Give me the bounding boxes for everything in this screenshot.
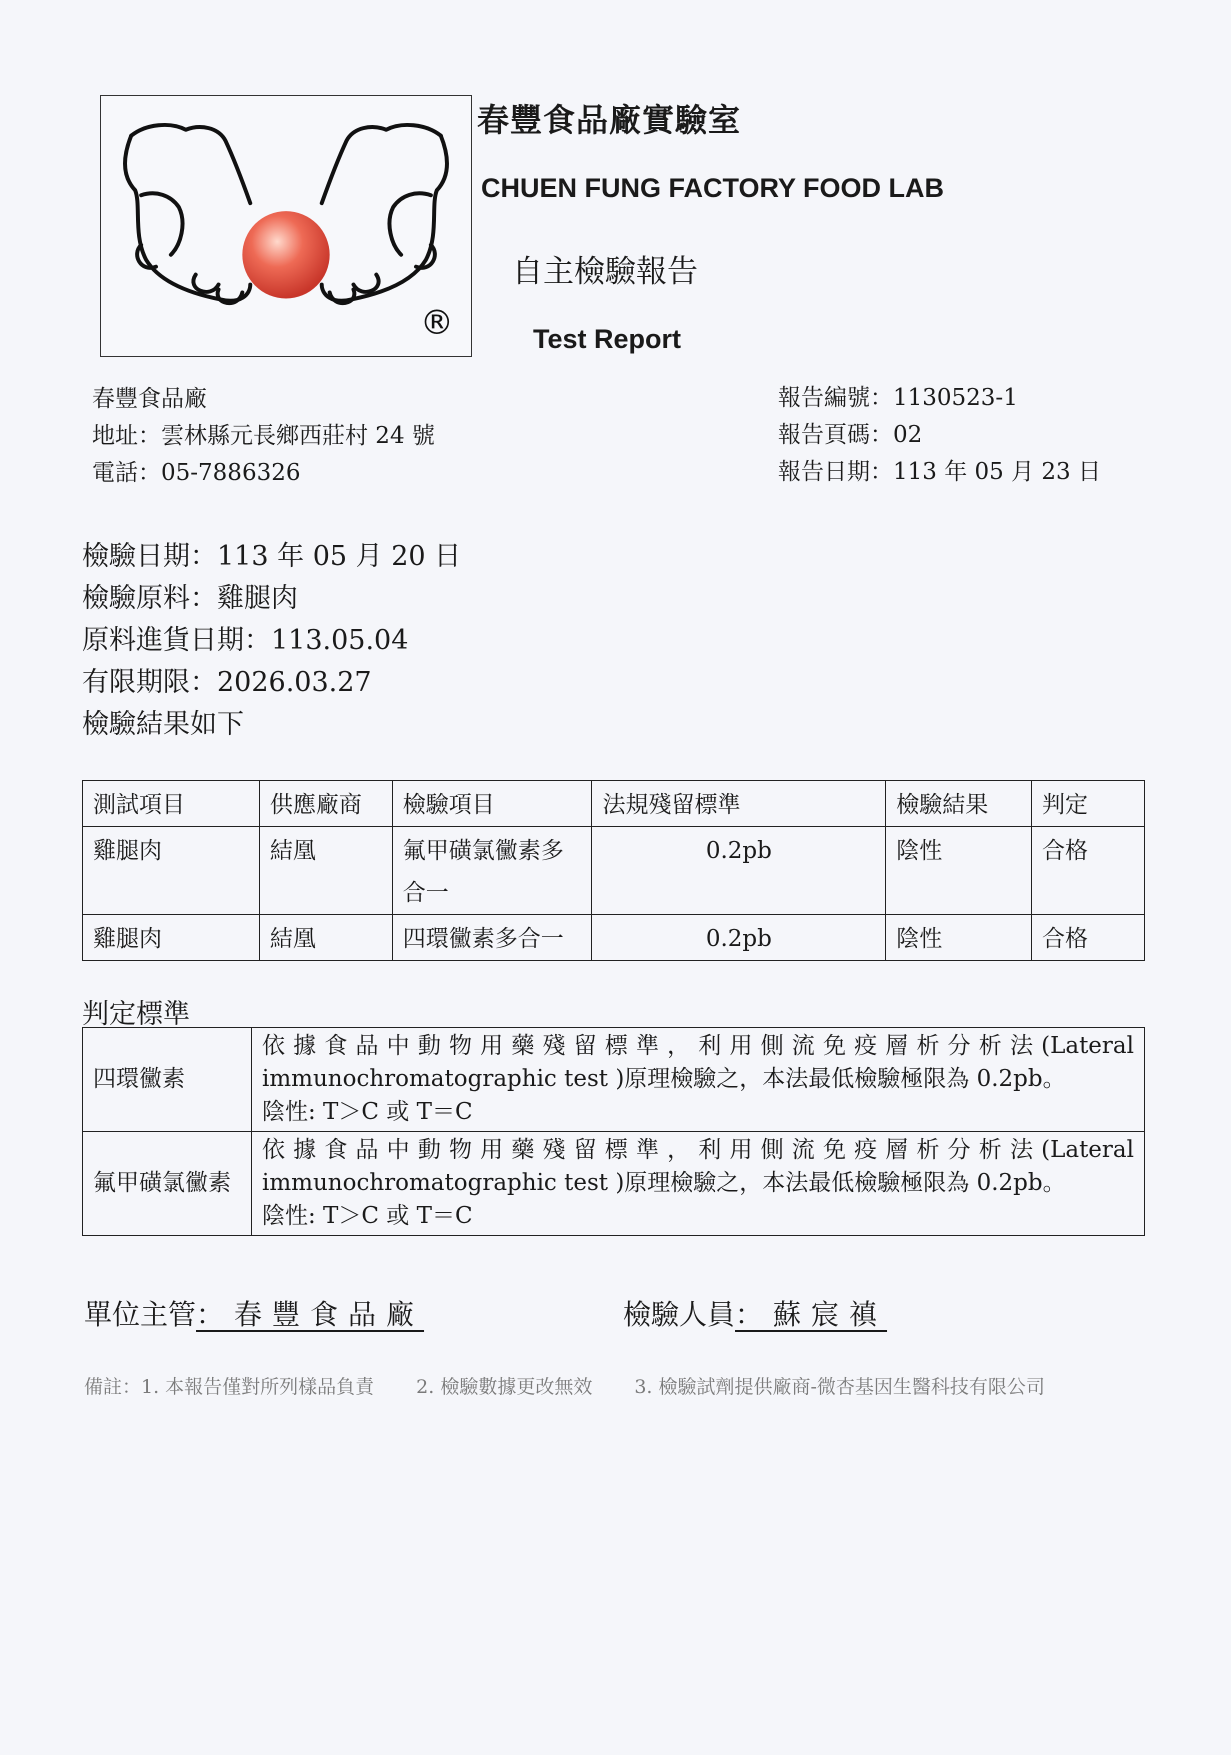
registered-mark: ® xyxy=(419,303,454,343)
table-row xyxy=(83,827,1145,915)
header-supplier: 供應廠商 xyxy=(259,781,392,827)
footnotes xyxy=(84,1370,1144,1404)
lab-name-en: CHUEN FUNG FACTORY FOOD LAB xyxy=(481,173,945,203)
criteria-negative: 陰性: T＞C 或 T＝C xyxy=(262,1203,473,1229)
inspection-details xyxy=(82,536,461,746)
header-test-item: 測試項目 xyxy=(83,781,260,827)
report-title-en: Test Report xyxy=(533,324,682,354)
criteria-row xyxy=(83,1132,1145,1236)
note-1: 備註：1. 本報告僅對所列樣品負責 xyxy=(84,1376,375,1398)
cell-test-item: 雞腿肉 xyxy=(83,827,260,915)
lab-name-zh: 春豐食品廠實驗室 xyxy=(477,101,742,139)
results-table xyxy=(82,780,1145,961)
table-row xyxy=(83,915,1145,961)
arrival-date: 原料進貨日期：113.05.04 xyxy=(82,625,409,656)
logo-box xyxy=(100,95,472,357)
report-page: 報告頁碼：02 xyxy=(778,422,923,448)
criteria-table xyxy=(82,1027,1145,1236)
cell-inspection-item: 四環黴素多合一 xyxy=(392,915,592,961)
cell-test-item: 雞腿肉 xyxy=(83,915,260,961)
company-info xyxy=(92,381,435,492)
red-ball-icon xyxy=(242,211,329,298)
cell-judgement: 合格 xyxy=(1032,915,1145,961)
inspector-signature xyxy=(623,1293,887,1333)
company-phone: 電話：05-7886326 xyxy=(92,460,301,486)
report-meta xyxy=(778,380,1101,491)
expiry-date: 有限期限：2026.03.27 xyxy=(82,667,372,698)
criteria-desc xyxy=(252,1028,1145,1132)
cell-inspection-item: 氟甲磺氯黴素多合一 xyxy=(392,827,592,915)
note-2: 2. 檢驗數據更改無效 xyxy=(416,1376,593,1398)
company-name: 春豐食品廠 xyxy=(92,386,207,412)
criteria-row xyxy=(83,1028,1145,1132)
cell-supplier: 結凰 xyxy=(259,915,392,961)
company-address: 地址：雲林縣元長鄉西莊村 24 號 xyxy=(92,423,435,449)
note-3: 3. 檢驗試劑提供廠商-微杏基因生醫科技有限公司 xyxy=(634,1376,1045,1398)
criteria-method: 依據食品中動物用藥殘留標準，利用側流免疫層析分析法(Lateral immunochromatographic test )原理檢驗之，本法最低檢驗極限為 0.2pb。 xyxy=(262,1137,1134,1196)
criteria-negative: 陰性: T＞C 或 T＝C xyxy=(262,1099,473,1125)
header-result: 檢驗結果 xyxy=(886,781,1032,827)
report-number: 報告編號：1130523-1 xyxy=(778,385,1018,411)
criteria-name: 氟甲磺氯黴素 xyxy=(83,1132,252,1236)
result-intro: 檢驗結果如下 xyxy=(82,709,244,740)
inspection-material: 檢驗原料：雞腿肉 xyxy=(82,583,298,614)
hands-holding-ball-icon xyxy=(101,96,471,356)
header-inspection-item: 檢驗項目 xyxy=(392,781,592,827)
cell-supplier: 結凰 xyxy=(259,827,392,915)
supervisor-signature xyxy=(84,1293,424,1333)
header-judgement: 判定 xyxy=(1032,781,1145,827)
cell-result: 陰性 xyxy=(886,915,1032,961)
cell-regulation-limit: 0.2pb xyxy=(592,827,886,915)
report-title-zh: 自主檢驗報告 xyxy=(512,254,698,290)
cell-judgement: 合格 xyxy=(1032,827,1145,915)
cell-result: 陰性 xyxy=(886,827,1032,915)
supervisor-label: 單位主管 xyxy=(84,1298,197,1331)
criteria-title: 判定標準 xyxy=(82,999,190,1030)
supervisor-value: ：春豐食品廠 xyxy=(196,1298,425,1331)
header-regulation-limit: 法規殘留標準 xyxy=(592,781,886,827)
inspector-value: ：蘇宸禛 xyxy=(735,1298,888,1331)
table-header-row xyxy=(83,781,1145,827)
inspector-label: 檢驗人員 xyxy=(623,1298,736,1331)
criteria-name: 四環黴素 xyxy=(83,1028,252,1132)
cell-regulation-limit: 0.2pb xyxy=(592,915,886,961)
criteria-method: 依據食品中動物用藥殘留標準，利用側流免疫層析分析法(Lateral immunochromatographic test )原理檢驗之，本法最低檢驗極限為 0.2pb。 xyxy=(262,1033,1134,1092)
criteria-desc xyxy=(252,1132,1145,1236)
report-date: 報告日期：113 年 05 月 23 日 xyxy=(778,459,1101,485)
inspection-date: 檢驗日期：113 年 05 月 20 日 xyxy=(82,541,462,572)
